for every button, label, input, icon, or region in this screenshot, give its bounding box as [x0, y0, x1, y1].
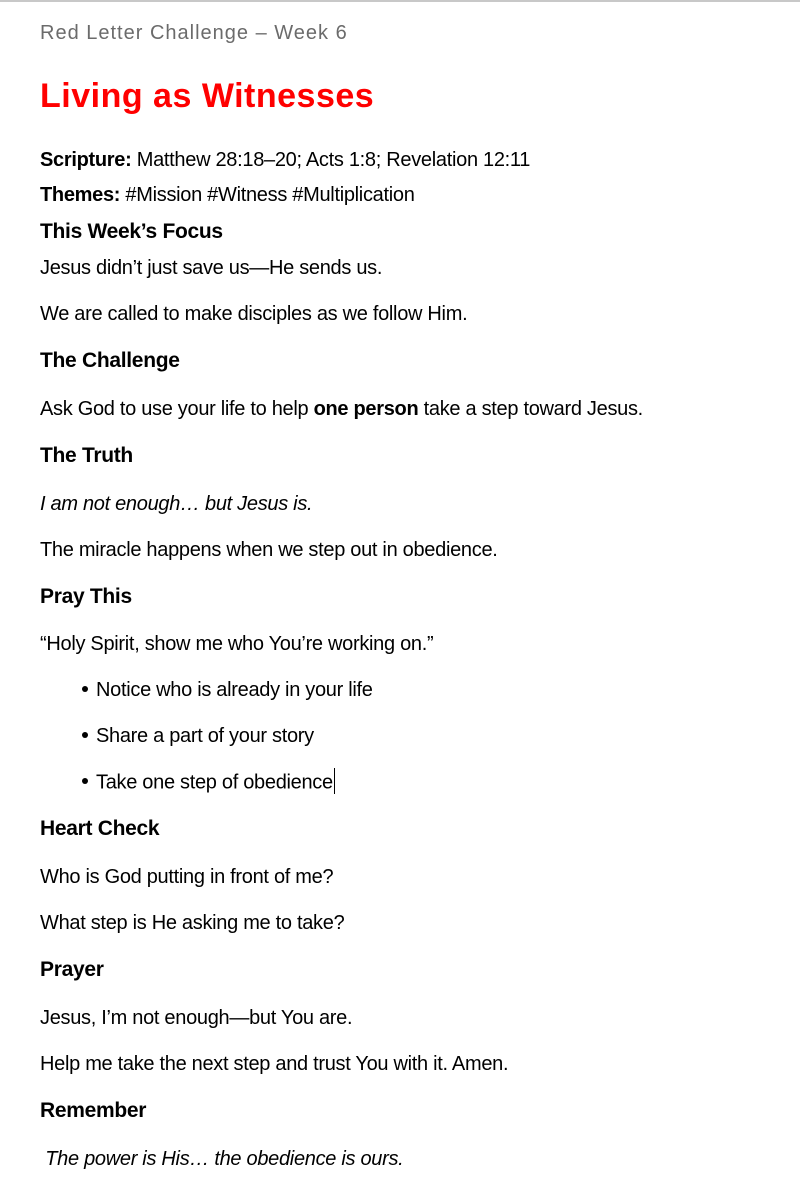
scripture-value: Matthew 28:18–20; Acts 1:8; Revelation 12:11 — [131, 149, 531, 171]
themes-label: Themes: — [40, 184, 121, 206]
bullet-text: Take one step of obedience — [96, 771, 333, 794]
challenge-text-before: Ask God to use your life to help — [40, 398, 314, 420]
heading-prayer: Prayer — [40, 958, 104, 981]
document-title: Living as Witnesses — [40, 77, 375, 115]
heading-truth: The Truth — [40, 444, 133, 467]
heading-heart-check: Heart Check — [40, 817, 160, 840]
truth-line: The miracle happens when we step out in obedience. — [40, 539, 498, 561]
bullet-item — [82, 678, 373, 702]
heart-check-line-1: Who is God putting in front of me? — [40, 866, 334, 888]
themes-line — [40, 183, 415, 207]
heart-check-line-2: What step is He asking me to take? — [40, 912, 345, 934]
truth-italic-line: I am not enough… but Jesus is. — [40, 493, 313, 515]
pray-this-quote: “Holy Spirit, show me who You’re working on.” — [40, 633, 434, 655]
scripture-label: Scripture: — [40, 149, 132, 171]
focus-line-1: Jesus didn’t just save us—He sends us. — [40, 257, 383, 279]
bullet-item — [82, 770, 335, 796]
prayer-line-1: Jesus, I’m not enough—but You are. — [40, 1007, 353, 1029]
heading-remember: Remember — [40, 1099, 147, 1122]
window-top-border — [0, 0, 800, 2]
themes-value: #Mission #Witness #Multiplication — [120, 184, 415, 206]
bullet-dot-icon — [82, 732, 88, 738]
challenge-text-bold: one person — [313, 398, 419, 420]
challenge-line — [40, 397, 643, 421]
bullet-dot-icon — [82, 778, 88, 784]
prayer-line-2: Help me take the next step and trust You with it. Amen. — [40, 1053, 509, 1075]
document-subtitle: Red Letter Challenge – Week 6 — [40, 22, 348, 44]
bullet-item — [82, 724, 314, 748]
bullet-text: Notice who is already in your life — [96, 679, 373, 701]
heading-challenge: The Challenge — [40, 349, 180, 372]
focus-line-2: We are called to make disciples as we follow Him. — [40, 303, 468, 325]
heading-pray-this: Pray This — [40, 585, 132, 608]
scripture-line — [40, 148, 530, 172]
challenge-text-after: take a step toward Jesus. — [418, 398, 643, 420]
heading-focus: This Week’s Focus — [40, 220, 223, 243]
bullet-text: Share a part of your story — [96, 725, 314, 747]
remember-italic-line: The power is His… the obedience is ours. — [40, 1148, 404, 1170]
bullet-dot-icon — [82, 686, 88, 692]
text-cursor — [334, 768, 336, 794]
